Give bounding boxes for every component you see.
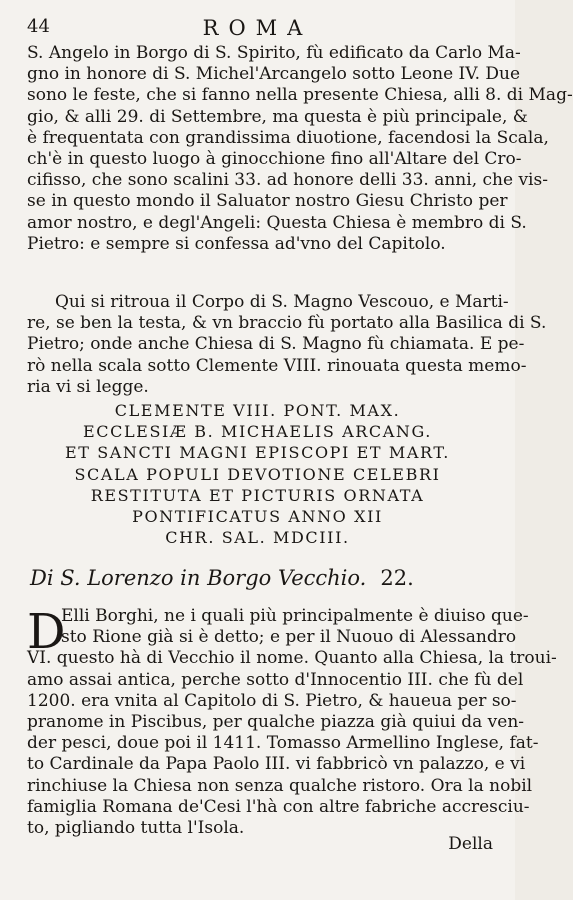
- inscription-line: CHR. SAL. MDCIII.: [165, 528, 350, 548]
- text-line: sto Rione già si è detto; e per il Nuouo di Alessandro: [61, 627, 517, 648]
- paragraph-san-magno: [27, 292, 547, 398]
- text-line: è frequentata con grandissima diuotione, facendosi la Scala,: [27, 127, 549, 148]
- text-line: Qui si ritroua il Corpo di S. Magno Vescouo, e Marti-: [55, 292, 509, 312]
- text-line: gno in honore di S. Michel'Arcangelo sotto Leone IV. Due: [27, 64, 521, 85]
- section-title: Di S. Lorenzo in Borgo Vecchio.: [30, 566, 367, 590]
- text-line: pranome in Piscibus, per qualche piazza già quiui da ven-: [27, 711, 525, 732]
- text-line: rinchiuse la Chiesa non senza qualche ristoro. Ora la nobil: [27, 775, 533, 796]
- text-line: Pietro; onde anche Chiesa di S. Magno fù chiamata. E pe-: [27, 334, 525, 355]
- text-line: amo assai antica, perche sotto d'Innocentio III. che fù del: [27, 669, 524, 690]
- inscription-line: SCALA POPULI DEVOTIONE CELEBRI: [74, 464, 441, 484]
- catchword: Della: [448, 834, 493, 854]
- inscription-line: ET SANCTI MAGNI EPISCOPI ET MART.: [64, 443, 450, 463]
- running-title: ROMA: [202, 16, 313, 40]
- text-line: 1200. era vnita al Capitolo di S. Pietro, & haueua per so-: [27, 690, 517, 711]
- paragraph-san-lorenzo: [27, 604, 557, 839]
- text-line: se in questo mondo il Saluator nostro Giesu Christo per: [27, 191, 508, 212]
- text-line: VI. questo hà di Vecchio il nome. Quanto alla Chiesa, la troui-: [27, 648, 557, 669]
- text-line: rò nella scala sotto Clemente VIII. rinouata questa memo-: [27, 355, 527, 376]
- text-line: sono le feste, che si fanno nella presente Chiesa, alli 8. di Mag-: [27, 85, 573, 106]
- inscription-line: PONTIFICATUS ANNO XII: [132, 506, 383, 526]
- inscription-block: [0, 400, 515, 548]
- drop-cap: D: [27, 604, 66, 660]
- inscription-line: RESTITUTA ET PICTURIS ORNATA: [90, 485, 425, 505]
- text-line: Pietro: e sempre si confessa ad'vno del Capitolo.: [27, 233, 446, 254]
- text-line: amor nostro, e degl'Angeli: Questa Chiesa è membro di S.: [27, 212, 527, 233]
- running-head: [0, 16, 515, 44]
- text-line: ch'è in questo luogo à ginocchione fino all'Altare del Cro-: [27, 148, 522, 169]
- text-line: gio, & alli 29. di Settembre, ma questa è più principale, &: [27, 106, 528, 127]
- text-line: Elli Borghi, ne i quali più principalmente è diuiso que-: [61, 606, 529, 626]
- text-line: re, se ben la testa, & vn braccio fù portato alla Basilica di S.: [27, 313, 547, 334]
- text-line: cifisso, che sono scalini 33. ad honore delli 33. anni, che vis-: [27, 170, 548, 191]
- text-line: to, pigliando tutta l'Isola.: [27, 817, 245, 838]
- text-line: famiglia Romana de'Cesi l'hà con altre fabriche accresciu-: [27, 796, 530, 817]
- text-line: ria vi si legge.: [27, 376, 149, 397]
- inscription-line: ECCLESIÆ B. MICHAELIS ARCANG.: [82, 422, 432, 442]
- text-line: to Cardinale da Papa Paolo III. vi fabbricò vn palazzo, e vi: [27, 754, 526, 775]
- inscription-line: CLEMENTE VIII. PONT. MAX.: [114, 401, 401, 420]
- paragraph-sant-angelo: [27, 43, 573, 255]
- text-line: der pesci, doue poi il 1411. Tomasso Armellino Inglese, fat-: [27, 733, 539, 754]
- text-line: S. Angelo in Borgo di S. Spirito, fù edificato da Carlo Ma-: [27, 43, 521, 63]
- section-number: 22.: [380, 566, 414, 590]
- section-heading: [30, 566, 495, 590]
- page-number: 44: [27, 16, 50, 37]
